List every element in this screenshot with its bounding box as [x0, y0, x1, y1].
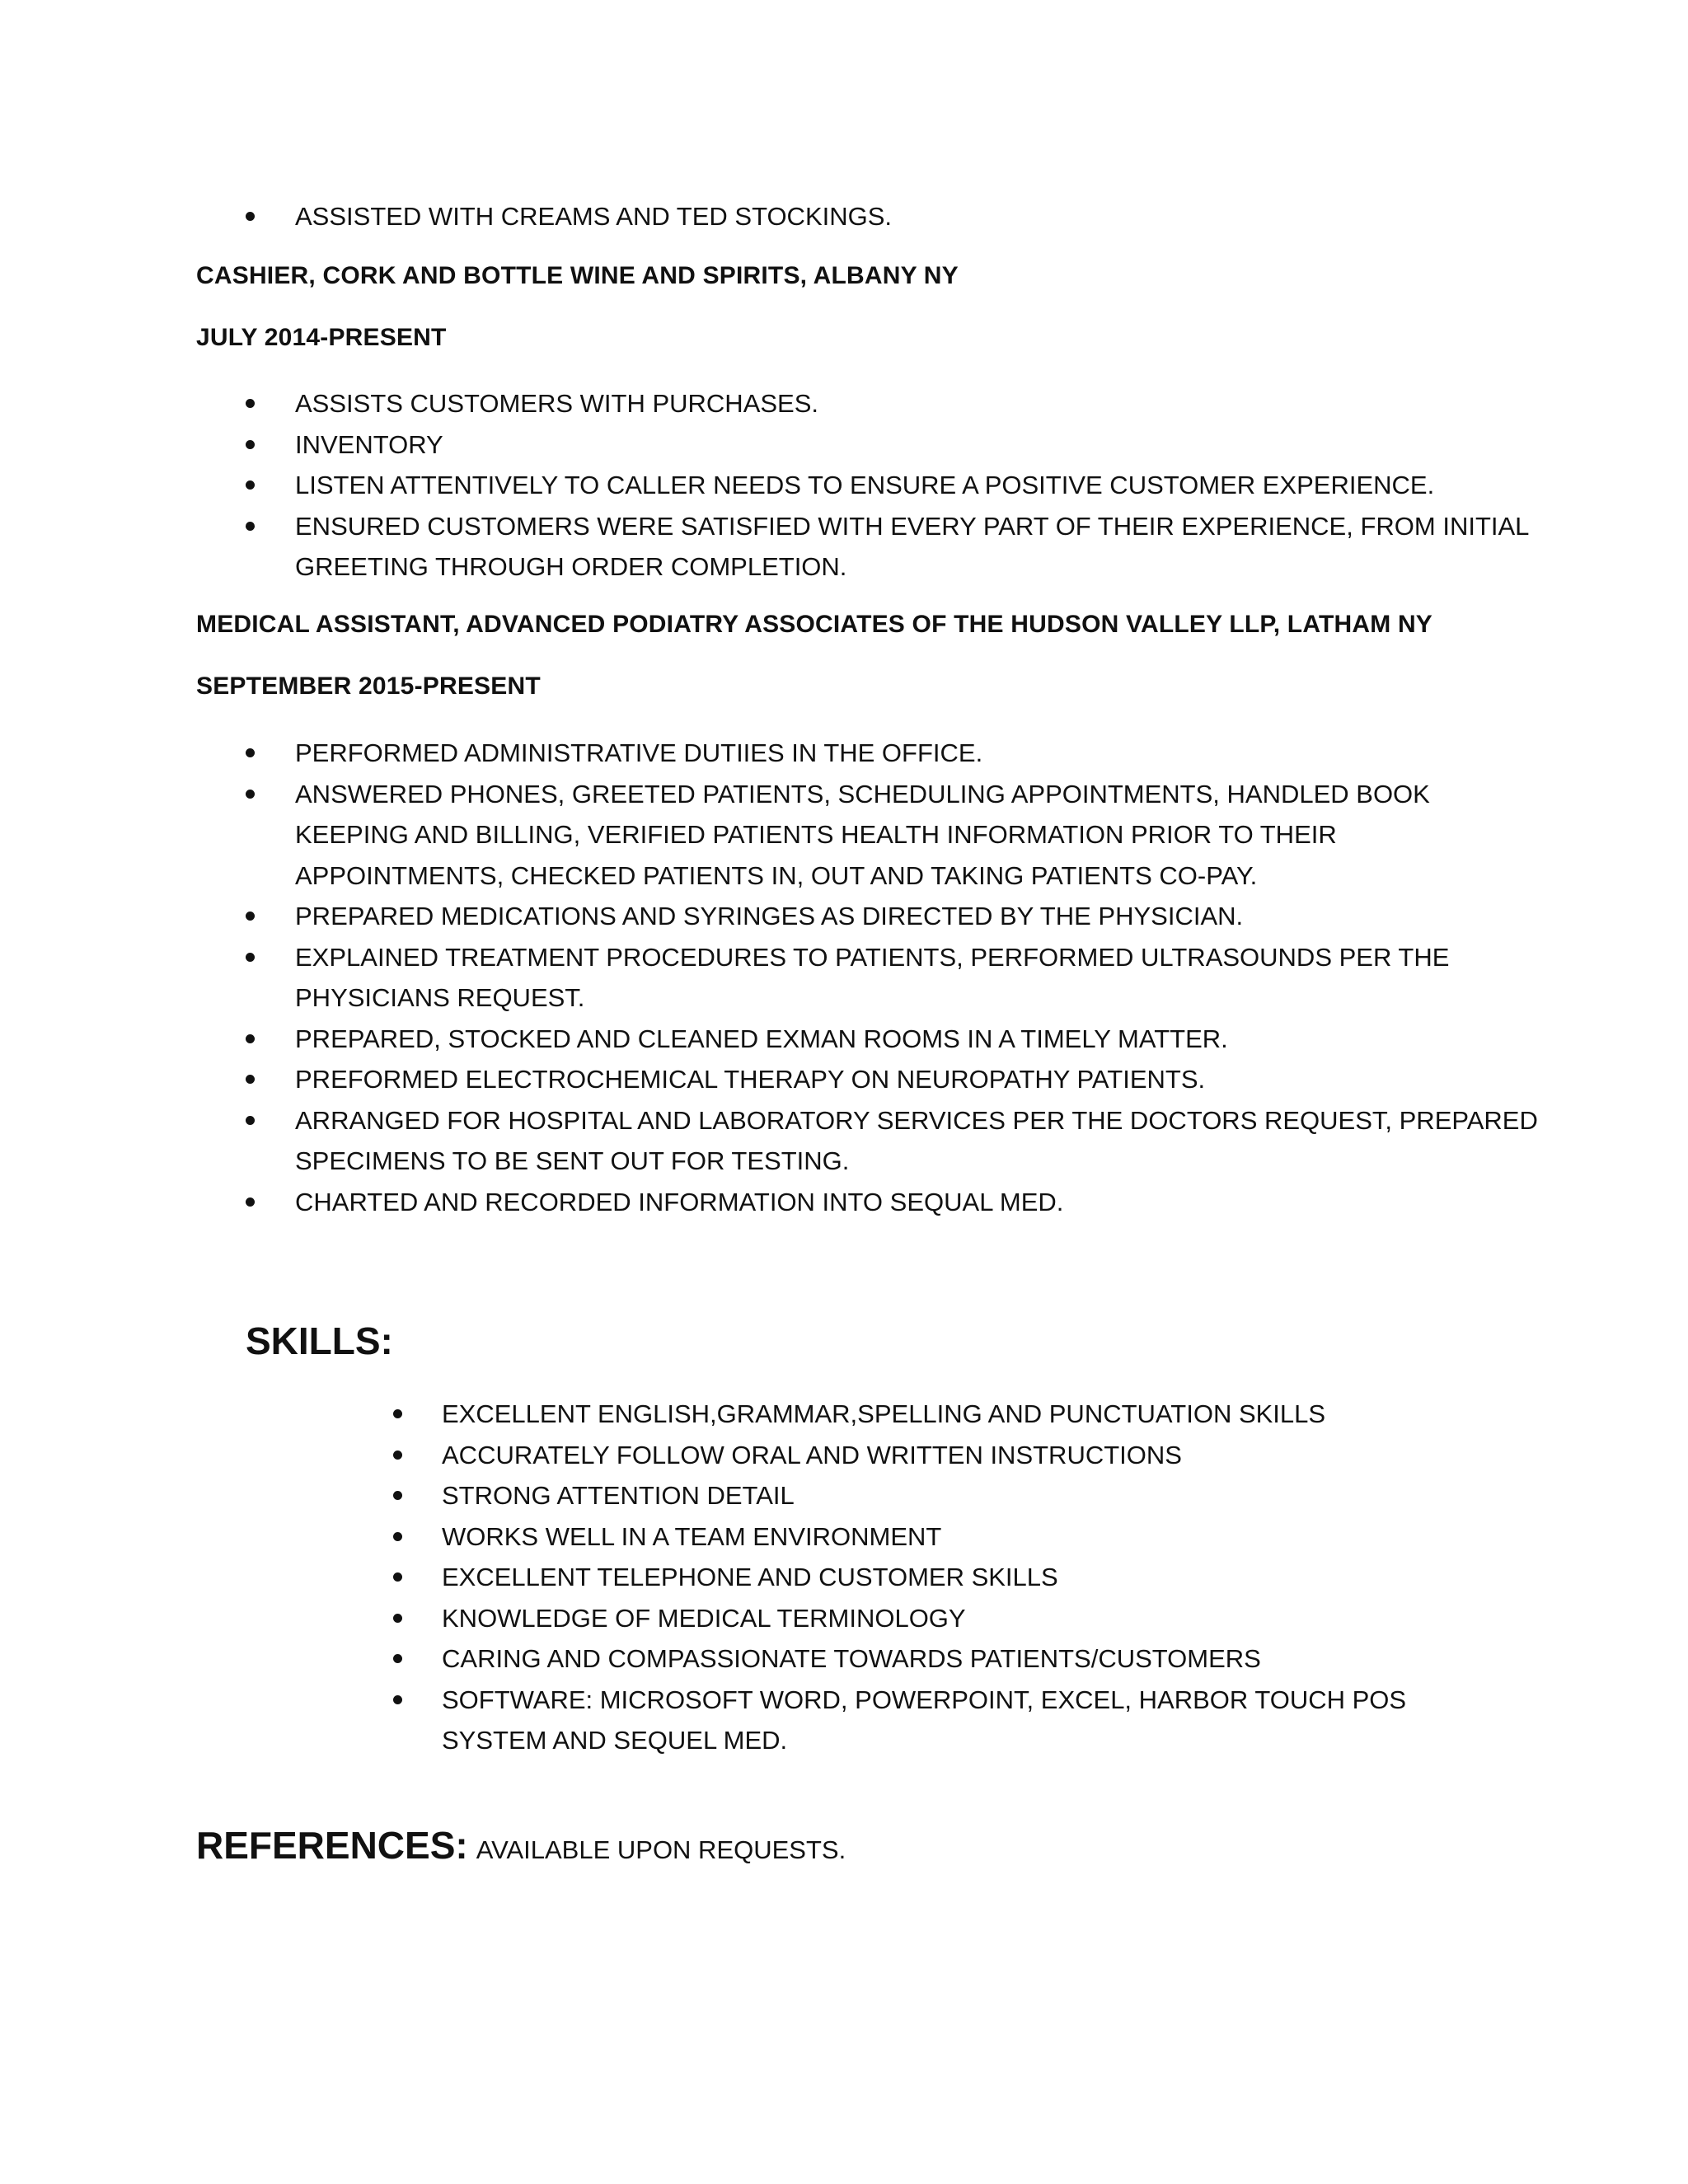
list-item: ARRANGED FOR HOSPITAL AND LABORATORY SERVICES PER THE DOCTORS REQUEST, PREPARED: [0, 1100, 1556, 1141]
bullet-icon: [393, 1451, 402, 1460]
list-item: EXCELLENT TELEPHONE AND CUSTOMER SKILLS: [0, 1557, 1546, 1598]
top-bullet-list: [0, 196, 1556, 237]
bullet-icon: [393, 1695, 402, 1704]
list-item-continuation: GREETING THROUGH ORDER COMPLETION.: [295, 552, 847, 581]
bullet-icon: [393, 1409, 402, 1418]
bullet-icon: [246, 1116, 255, 1125]
job-bullet-list: [0, 733, 1556, 1222]
job-bullet-list: [0, 383, 1556, 588]
job-title: CASHIER, CORK AND BOTTLE WINE AND SPIRITS, ALBANY NY: [196, 262, 959, 289]
bullet-icon: [246, 953, 255, 962]
bullet-icon: [246, 522, 255, 531]
list-item: CHARTED AND RECORDED INFORMATION INTO SEQUAL MED.: [0, 1182, 1556, 1223]
list-item: PREPARED MEDICATIONS AND SYRINGES AS DIRECTED BY THE PHYSICIAN.: [0, 896, 1556, 937]
list-item-continuation: SPECIMENS TO BE SENT OUT FOR TESTING.: [295, 1146, 850, 1175]
bullet-icon: [393, 1614, 402, 1623]
bullet-icon: [246, 790, 255, 799]
list-item: WORKS WELL IN A TEAM ENVIRONMENT: [0, 1516, 1546, 1558]
bullet-icon: [246, 748, 255, 757]
bullet-icon: [246, 399, 255, 408]
list-item: PERFORMED ADMINISTRATIVE DUTIIES IN THE OFFICE.: [0, 733, 1556, 774]
list-item-continuation: PHYSICIANS REQUEST.: [295, 983, 585, 1012]
list-item: STRONG ATTENTION DETAIL: [0, 1475, 1546, 1516]
list-item-continuation: KEEPING AND BILLING, VERIFIED PATIENTS HEALTH INFORMATION PRIOR TO THEIR: [295, 820, 1337, 849]
list-item: EXCELLENT ENGLISH,GRAMMAR,SPELLING AND PUNCTUATION SKILLS: [0, 1394, 1546, 1435]
bullet-icon: [246, 212, 255, 221]
job-title: MEDICAL ASSISTANT, ADVANCED PODIATRY ASSOCIATES OF THE HUDSON VALLEY LLP, LATHAM NY: [196, 611, 1433, 638]
list-item: SOFTWARE: MICROSOFT WORD, POWERPOINT, EXCEL, HARBOR TOUCH POS: [0, 1680, 1546, 1721]
list-item: INVENTORY: [0, 424, 1556, 466]
bullet-icon: [246, 912, 255, 921]
skills-list: [0, 1394, 1546, 1761]
job-dates: JULY 2014-PRESENT: [196, 324, 447, 351]
skills-heading: SKILLS:: [246, 1319, 393, 1362]
list-item: ACCURATELY FOLLOW ORAL AND WRITTEN INSTRUCTIONS: [0, 1435, 1546, 1476]
bullet-icon: [246, 1197, 255, 1207]
bullet-icon: [246, 1034, 255, 1043]
bullet-icon: [393, 1491, 402, 1500]
list-item: ASSISTS CUSTOMERS WITH PURCHASES.: [0, 383, 1556, 424]
bullet-icon: [393, 1654, 402, 1663]
references-text: AVAILABLE UPON REQUESTS.: [476, 1835, 846, 1864]
list-item: EXPLAINED TREATMENT PROCEDURES TO PATIENTS, PERFORMED ULTRASOUNDS PER THE: [0, 937, 1556, 978]
bullet-icon: [246, 440, 255, 449]
list-item-continuation: APPOINTMENTS, CHECKED PATIENTS IN, OUT AND TAKING PATIENTS CO-PAY.: [295, 860, 1258, 890]
list-item: ENSURED CUSTOMERS WERE SATISFIED WITH EVERY PART OF THEIR EXPERIENCE, FROM INITIAL: [0, 506, 1556, 547]
references-line: [196, 1823, 846, 1868]
job-dates: SEPTEMBER 2015-PRESENT: [196, 673, 541, 700]
bullet-icon: [246, 1075, 255, 1084]
bullet-icon: [393, 1532, 402, 1541]
list-item: PREFORMED ELECTROCHEMICAL THERAPY ON NEUROPATHY PATIENTS.: [0, 1059, 1556, 1100]
list-item: KNOWLEDGE OF MEDICAL TERMINOLOGY: [0, 1598, 1546, 1639]
bullet-icon: [393, 1572, 402, 1582]
list-item-continuation: SYSTEM AND SEQUEL MED.: [442, 1726, 788, 1755]
bullet-icon: [246, 480, 255, 490]
list-item: ASSISTED WITH CREAMS AND TED STOCKINGS.: [0, 196, 1556, 237]
list-item: PREPARED, STOCKED AND CLEANED EXMAN ROOMS IN A TIMELY MATTER.: [0, 1019, 1556, 1060]
list-item: ANSWERED PHONES, GREETED PATIENTS, SCHEDULING APPOINTMENTS, HANDLED BOOK: [0, 774, 1556, 815]
list-item: CARING AND COMPASSIONATE TOWARDS PATIENTS/CUSTOMERS: [0, 1638, 1546, 1680]
references-heading: REFERENCES:: [196, 1824, 468, 1867]
list-item: LISTEN ATTENTIVELY TO CALLER NEEDS TO ENSURE A POSITIVE CUSTOMER EXPERIENCE.: [0, 465, 1556, 506]
